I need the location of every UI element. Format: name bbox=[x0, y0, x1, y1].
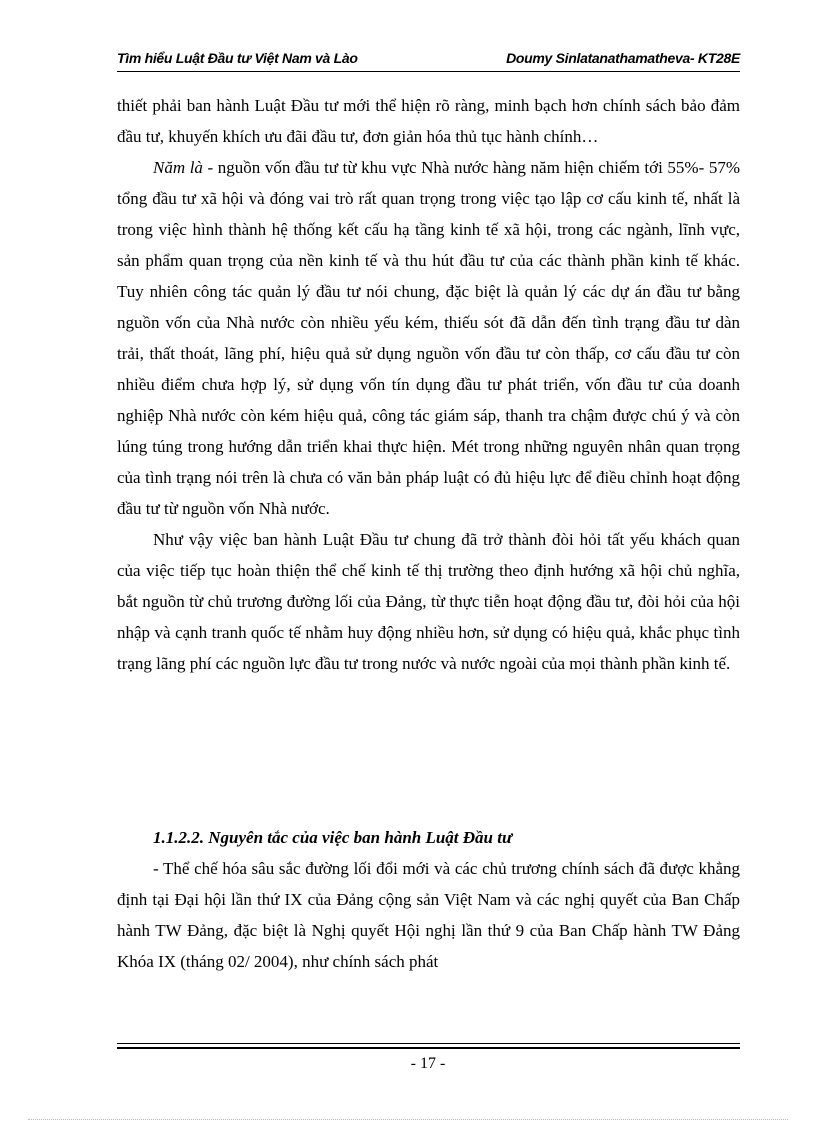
section-body bbox=[117, 853, 740, 977]
header-document-title: Tìm hiểu Luật Đầu tư Việt Nam và Lào bbox=[117, 50, 358, 66]
header-author: Doumy Sinlatanathamatheva- KT28E bbox=[506, 50, 740, 66]
paragraph-text: - nguồn vốn đầu tư từ khu vực Nhà nước hàng năm hiện chiếm tới 55%- 57% tổng đầu tư xã hội và đóng vai trò rất quan trọng trong việc tạo lập cơ cấu kinh tế, nhất là trong việc hình thành hệ thống kết cấu hạ tầng kinh tế xã hội, trong các ngành, lĩnh vực, sản phẩm quan trọng của nền kinh tế và thu hút đầu tư của các thành phần kinh tế khác. Tuy nhiên công tác quản lý đầu tư nói chung, đặc biệt là quản lý các dự án đầu tư bằng nguồn vốn của Nhà nước còn nhiều yếu kém, thiếu sót đã dẫn đến tình trạng đầu tư dàn trải, thất thoát, lãng phí, hiệu quả sử dụng nguồn vốn đầu tư còn thấp, cơ cấu đầu tư còn nhiều điểm chưa hợp lý, sử dụng vốn tín dụng đầu tư phát triển, vốn đầu tư của doanh nghiệp Nhà nước còn kém hiệu quả, công tác giám sáp, thanh tra chậm được chú ý và còn lúng túng trong hướng dẫn triển khai thực hiện. Mét trong những nguyên nhân quan trọng của tình trạng nói trên là chưa có văn bản pháp luật có đủ hiệu lực để điều chỉnh hoạt động đầu tư từ nguồn vốn Nhà nước. bbox=[117, 158, 740, 518]
document-body bbox=[117, 90, 740, 679]
paragraph-lead-italic: Năm là bbox=[153, 158, 203, 177]
section-paragraph: - Thể chế hóa sâu sắc đường lối đổi mới và các chủ trương chính sách đã được khẳng định tại Đại hội lần thứ IX của Đảng cộng sản Việt Nam và các nghị quyết của Ban Chấp hành TW Đảng, đặc biệt là Nghị quyết Hội nghị lần thứ 9 của Ban Chấp hành TW Đảng Khóa IX (tháng 02/ 2004), như chính sách phát bbox=[117, 859, 740, 971]
footer-divider-thin bbox=[117, 1043, 740, 1044]
paragraph-conclusion: Như vậy việc ban hành Luật Đầu tư chung đã trở thành đòi hỏi tất yếu khách quan của việc tiếp tục hoàn thiện thể chế kinh tế thị trường theo định hướng xã hội chủ nghĩa, bắt nguồn từ chủ trương đường lối của Đảng, từ thực tiễn hoạt động đầu tư, đòi hỏi của hội nhập và cạnh tranh quốc tế nhằm huy động nhiều hơn, sử dụng có hiệu quả, khắc phục tình trạng lãng phí các nguồn lực đầu tư trong nước và nước ngoài của mọi thành phần kinh tế. bbox=[117, 530, 740, 673]
paragraph-nam-la bbox=[117, 152, 740, 524]
section-heading: 1.1.2.2. Nguyên tắc của việc ban hành Luật Đầu tư bbox=[153, 828, 513, 847]
page-bottom-border bbox=[28, 1119, 788, 1120]
footer-divider-thick bbox=[117, 1047, 740, 1049]
header-divider bbox=[117, 71, 740, 72]
page-header bbox=[117, 48, 740, 70]
page-number: - 17 - bbox=[410, 1055, 446, 1072]
paragraph-continued: thiết phải ban hành Luật Đầu tư mới thể hiện rõ ràng, minh bạch hơn chính sách bảo đảm đầu tư, khuyến khích ưu đãi đầu tư, đơn giản hóa thủ tục hành chính… bbox=[117, 96, 740, 146]
